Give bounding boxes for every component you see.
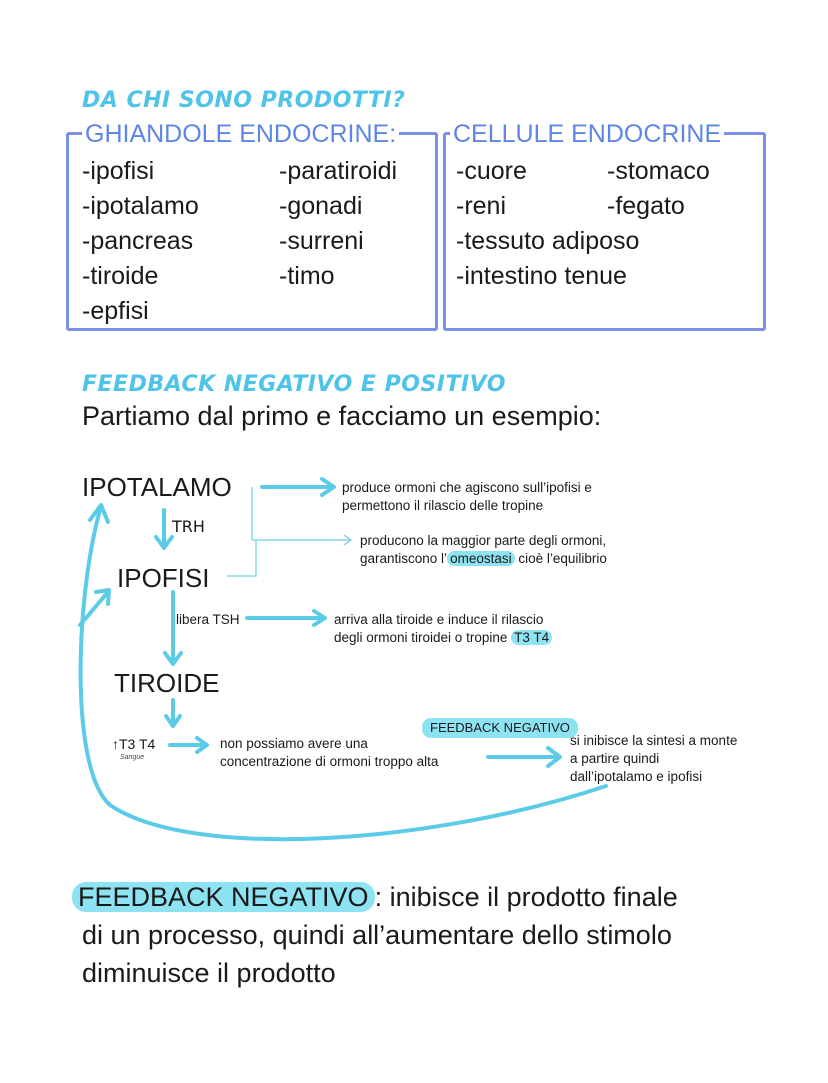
list-item: -gonadi — [279, 192, 363, 220]
list-item: -cuore — [456, 157, 527, 185]
label-trh: TRH — [172, 517, 205, 536]
label-t3t4 — [112, 736, 155, 752]
note-tsh: arriva alla tiroide e induce il rilascio degli ormoni tiroidei o tropine T3 T4 — [334, 611, 552, 647]
list-item: -tiroide — [82, 262, 159, 290]
list-item: -ipotalamo — [82, 192, 199, 220]
list-item: -ipofisi — [82, 157, 155, 185]
list-item: -fegato — [607, 192, 685, 220]
definition-term: FEEDBACK NEGATIVO — [72, 882, 375, 912]
section-heading-feedback: FEEDBACK NEGATIVO E POSITIVO — [82, 372, 507, 397]
list-item: -stomaco — [607, 157, 710, 185]
list-item: -reni — [456, 192, 507, 220]
node-ipofisi: IPOFISI — [117, 563, 210, 593]
note-ipotalamo: produce ormoni che agiscono sull’ipofisi e permettono il rilascio delle tropine — [342, 480, 592, 513]
note-inibizione: si inibisce la sintesi a monte a partire quindi dall’ipotalamo e ipofisi — [570, 733, 738, 784]
label-libera-tsh: libera TSH — [176, 612, 240, 627]
label-sangue: Sangue — [120, 754, 145, 761]
list-item: -tessuto adiposo — [456, 227, 640, 255]
highlight-omeostasi: omeostasi — [447, 551, 515, 566]
list-item: -intestino tenue — [456, 262, 627, 290]
node-ipotalamo: IPOTALAMO — [82, 472, 232, 502]
list-item: -timo — [279, 262, 335, 290]
note-ipofisi: producono la maggior parte degli ormoni, garantiscono l’ omeostasi cioè l’equilibrio — [360, 533, 607, 566]
highlight-t3t4: T3 T4 — [511, 630, 552, 645]
arrow-up-icon: ↑ — [112, 736, 119, 752]
connector-ipotalamo-note2 — [252, 487, 350, 540]
label-t3t4-text: T3 T4 — [119, 736, 156, 752]
list-item: -paratiroidi — [279, 157, 398, 185]
ghiandole-title: GHIANDOLE ENDOCRINE: — [82, 120, 399, 149]
list-item: -surreni — [279, 227, 364, 255]
node-tiroide: TIROIDE — [114, 668, 220, 698]
definition-block: FEEDBACK NEGATIVO : inibisce il prodotto finale di un processo, quindi all’aumentare dello stimolo diminuisce il prodotto — [72, 878, 678, 992]
connector-ipofisi-note2 — [227, 540, 256, 576]
note-concentrazione: non possiamo avere una concentrazione di ormoni troppo alta — [220, 736, 439, 769]
cellule-title: CELLULE ENDOCRINE — [450, 120, 724, 149]
intro-text: Partiamo dal primo e facciamo un esempio: — [82, 401, 602, 431]
section-heading-prodotti: DA CHI SONO PRODOTTI? — [82, 88, 406, 113]
list-item: -epfisi — [82, 297, 149, 325]
feedback-negativo-badge: FEEDBACK NEGATIVO — [422, 718, 578, 738]
list-item: -pancreas — [82, 227, 194, 255]
